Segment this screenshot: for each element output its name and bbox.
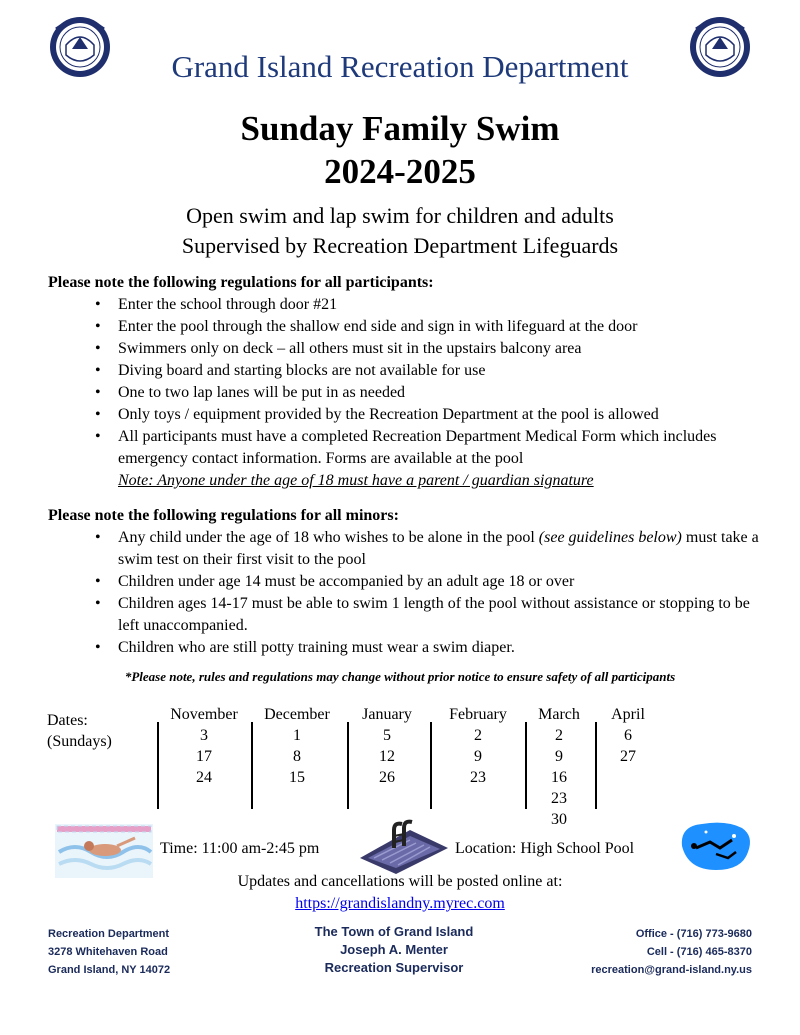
date-cell: 24 [196,769,212,786]
month-name: March [538,706,580,723]
date-cell: 17 [196,748,212,765]
minors-heading: Please note the following regulations for all minors: [48,507,399,524]
swim-time: Time: 11:00 am-2:45 pm [160,840,320,857]
date-cell: 9 [474,748,482,765]
list-item: • Enter the pool through the shallow end side and sign in with lifeguard at the door [95,316,775,338]
month-name: February [449,706,507,723]
column-divider [157,722,159,809]
list-item: • Only toys / equipment provided by the Recreation Department at the pool is allowed [95,404,775,426]
footer-line: The Town of Grand Island [314,924,474,939]
date-cell: 2 [555,727,563,744]
list-item: • Swimmers only on deck – all others must sit in the upstairs balcony area [95,338,775,360]
pool-ladder-icon [356,818,451,876]
month-column-january [354,704,420,788]
date-cell: 15 [289,769,305,786]
office-phone: Office - (716) 773-9680 [635,928,752,940]
updates-notice: Updates and cancellations will be posted online at: [237,873,563,890]
date-cell: 30 [551,811,567,828]
month-column-november [162,704,246,788]
date-cell: 8 [293,748,301,765]
date-cell: 12 [379,748,395,765]
list-item: • Diving board and starting blocks are not available for use [95,360,775,382]
event-year: 2024-2025 [324,152,476,191]
month-name: November [170,706,238,723]
participants-heading: Please note the following regulations for all participants: [48,274,434,291]
event-title: Sunday Family Swim [240,109,560,148]
footer-line: Recreation Department [48,928,170,940]
date-cell: 3 [200,727,208,744]
subtitle-supervision: Supervised by Recreation Department Lifeguards [181,233,619,258]
swim-location: Location: High School Pool [455,840,635,857]
column-divider [430,722,432,809]
dates-label-line: Dates: [47,712,88,729]
sundays-label: (Sundays) [47,733,112,750]
list-item: • Enter the school through door #21 [95,294,775,316]
list-item: • Children ages 14-17 must be able to swim 1 length of the pool without assistance or stopping to be left unaccompanied. [95,593,775,637]
date-cell: 27 [620,748,636,765]
department-name: Grand Island Recreation Department [171,49,629,84]
month-column-march [532,704,586,830]
column-divider [595,722,597,809]
list-item [95,527,775,571]
footer-contact [591,925,752,979]
cell-phone: Cell - (716) 465-8370 [646,946,752,958]
pool-photo-icon [55,824,153,878]
guardian-signature-note: Note: Anyone under the age of 18 must have a parent / guardian signature [118,472,594,489]
month-name: December [264,706,330,723]
list-item: • Children under age 14 must be accompanied by an adult age 18 or over [95,571,775,593]
list-item: • One to two lap lanes will be put in as needed [95,382,775,404]
swim-test-rule-end: must take a swim test on their first visit to the pool [118,529,759,568]
date-cell: 6 [624,727,632,744]
date-cell: 16 [551,769,567,786]
disclaimer: *Please note, rules and regulations may change without prior notice to ensure safety of all participants [124,669,676,684]
month-name: April [611,706,645,723]
minors-rules-list [95,527,775,659]
guidelines-reference: (see guidelines below) [538,529,682,546]
footer-line: Grand Island, NY 14072 [48,964,171,976]
date-cell: 2 [474,727,482,744]
swim-test-rule-start: Any child under the age of 18 who wishes to be alone in the pool [118,529,535,546]
date-cell: 9 [555,748,563,765]
list-item: • Children who are still potty training must wear a swim diaper. [95,637,775,659]
swimmer-icon [676,818,754,874]
registration-link[interactable]: https://grandislandny.myrec.com [295,895,505,912]
month-column-december [256,704,338,788]
month-column-april [606,704,650,767]
footer-line: Joseph A. Menter [340,942,448,957]
column-divider [525,722,527,809]
list-item [95,426,775,492]
month-name: January [362,706,412,723]
date-cell: 1 [293,727,301,744]
column-divider [347,722,349,809]
footer-line: 3278 Whitehaven Road [48,946,168,958]
date-cell: 23 [551,790,567,807]
subtitle-swim-type: Open swim and lap swim for children and adults [186,203,614,228]
medical-form-rule: All participants must have a completed Recreation Department Medical Form which includes emergency contact information. Forms are available at the pool [118,428,717,467]
column-divider [251,722,253,809]
footer-line: Recreation Supervisor [324,960,464,975]
dates-label [47,710,112,752]
date-cell: 26 [379,769,395,786]
date-cell: 23 [470,769,486,786]
month-column-february [442,704,514,788]
date-cell: 5 [383,727,391,744]
contact-email[interactable]: recreation@grand-island.ny.us [591,964,752,976]
participants-rules-list [95,294,775,492]
